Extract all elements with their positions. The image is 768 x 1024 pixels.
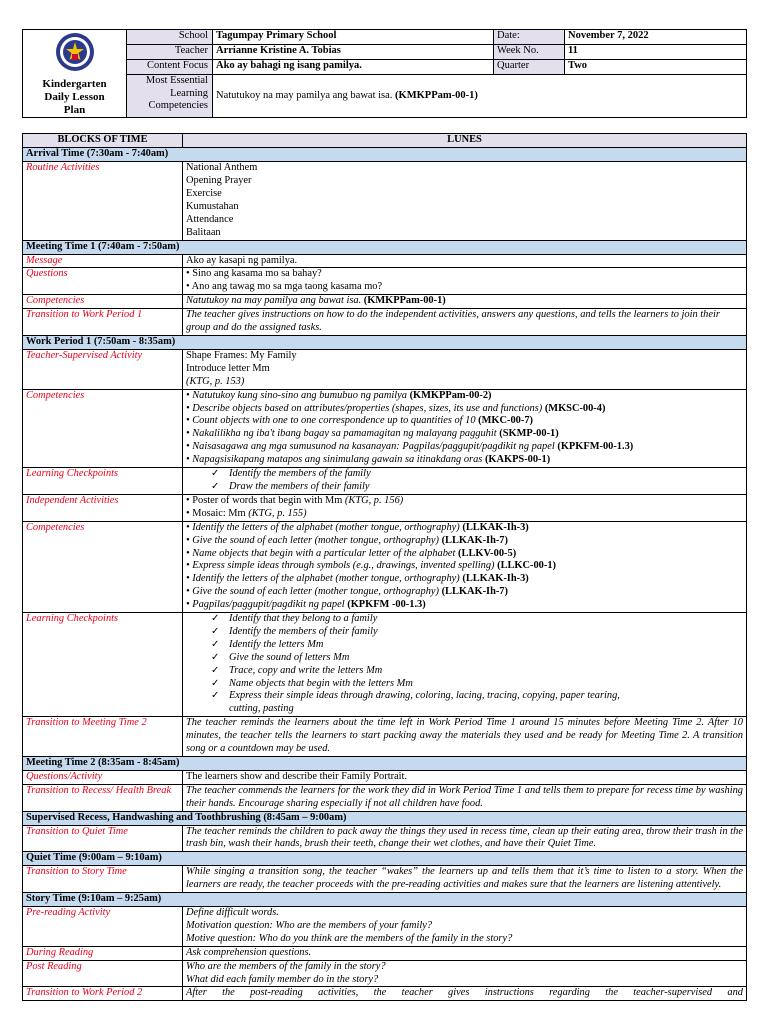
checkpoint-item: ✓ Identify the letters Mm (211, 639, 743, 652)
tsa-label: Teacher-Supervised Activity (23, 349, 183, 389)
list-item: • Name objects that begin with a particular letter of the alphabet (LLKV-00-5) (186, 547, 517, 559)
col-header-lunes: LUNES (183, 134, 747, 148)
message-label: Message (23, 254, 183, 268)
date-value: November 7, 2022 (565, 30, 747, 45)
list-item: • Give the sound of each letter (mother tongue, orthography) (LLKAK-Ih-7) (186, 586, 508, 598)
checkpoint-item: ✓ Give the sound of letters Mm (211, 652, 743, 665)
mel-value: Natutukoy na may pamilya ang bawat isa. (KMKPPam-00-1) (213, 75, 747, 118)
transition-recess-label: Transition to Recess/ Health Break (23, 784, 183, 811)
pre-reading-list: Define difficult words. Motivation question: Who are the members of your family? Motive question: Who do you think are the members of the family in the story? (183, 906, 747, 946)
transition-quiet-text: The teacher reminds the children to pack away the things they used in recess time, clean up their eating area, throw their trash in the trash bin, wash their hands, brush their teeth, change their wet clothes, and have their Quiet Time. (183, 825, 747, 852)
transition-recess-text: The teacher commends the learners for the work they did in Work Period Time 1 and tells them to prepare for recess time by washing their hands. Encourage sharing especially if not all children have food. (183, 784, 747, 811)
content-focus-value: Ako ay bahagi ng isang pamilya. (213, 60, 494, 75)
routine-list: National Anthem Opening Prayer Exercise Kumustahan Attendance Balitaan (183, 162, 747, 240)
checkpoint-item: ✓ Identify that they belong to a family (211, 613, 743, 626)
checkpoints-label-1: Learning Checkpoints (23, 468, 183, 495)
list-item: • Identify the letters of the alphabet (mother tongue, orthography) (LLKAK-Ih-3) (186, 573, 529, 585)
school-value: Tagumpay Primary School (213, 30, 494, 45)
transition-wp2-label: Transition to Work Period 2 (23, 987, 183, 1001)
mel-label: Most Essential Learning Competencies (127, 75, 213, 118)
competencies-label-3: Competencies (23, 521, 183, 612)
questions-list: • Sino ang kasama mo sa bahay? • Ano ang tawag mo sa mga taong kasama mo? (183, 268, 747, 295)
section-quiet: Quiet Time (9:00am – 9:10am) (23, 852, 747, 866)
list-item: • Pagpilas/paggupit/pagdikit ng papel (KPKFM -00-1.3) (186, 599, 426, 611)
list-item: • Give the sound of each letter (mother tongue, orthography) (LLKAK-Ih-7) (186, 534, 508, 546)
lesson-table (22, 133, 747, 1001)
logo-cell (23, 30, 127, 118)
list-item: • Count objects with one to one correspondence up to quantities of 10 (MKC-00-7) (186, 415, 533, 427)
transition-wp2-text: After the post-reading activities, the teacher gives instructions regarding the teacher-supervised and (183, 987, 747, 1001)
checkpoint-item: ✓ Identify the members of the family (211, 468, 743, 481)
date-label: Date: (494, 30, 565, 45)
independent-list: • Poster of words that begin with Mm (KTG, p. 156) • Mosaic: Mm (KTG, p. 155) (183, 494, 747, 521)
checkpoint-item: ✓ Express their simple ideas through drawing, coloring, lacing, tracing, copying, paper tearing, (211, 690, 743, 703)
list-item: • Express simple ideas through symbols (e.g., drawings, invented spelling) (LLKC-00-1) (186, 560, 556, 572)
list-item: • Identify the letters of the alphabet (mother tongue, orthography) (LLKAK-Ih-3) (186, 521, 529, 533)
section-meeting2: Meeting Time 2 (8:35am - 8:45am) (23, 757, 747, 771)
transition-story-text: While singing a transition song, the teacher “wakes” the learners up and tells them that it’s time to listen to a story. When the learners are ready, the teacher proceeds with the pre-reading activities and makes sure that the learners are listening attentively. (183, 866, 747, 893)
checkpoint-item: ✓ Draw the members of their family (211, 481, 743, 494)
list-item: • Nakalilikha ng iba't ibang bagay sa pamamagitan ng malayang pagguhit (SKMP-00-1) (186, 428, 559, 440)
transition-wp1-text: The teacher gives instructions on how to do the independent activities, answers any questions, and tells the learners to join their group and do the assigned tasks. (183, 309, 747, 336)
during-reading-label: During Reading (23, 946, 183, 960)
checkpoints-label-2: Learning Checkpoints (23, 613, 183, 717)
section-arrival: Arrival Time (7:30am - 7:40am) (23, 148, 747, 162)
competency-1: Natutukoy na may pamilya ang bawat isa. (KMKPPam-00-1) (183, 295, 747, 309)
transition-mt2-label: Transition to Meeting Time 2 (23, 717, 183, 757)
competency-list-1 (183, 389, 747, 467)
section-meeting1: Meeting Time 1 (7:40am - 7:50am) (23, 240, 747, 254)
col-header-blocks: BLOCKS OF TIME (23, 134, 183, 148)
header-table (22, 29, 747, 118)
dlp-title: Kindergarten Daily Lesson Plan (42, 78, 107, 117)
section-recess: Supervised Recess, Handwashing and Toothbrushing (8:45am – 9:00am) (23, 811, 747, 825)
week-label: Week No. (494, 45, 565, 60)
competencies-label-1: Competencies (23, 295, 183, 309)
checkpoints-list-2 (183, 613, 747, 717)
during-reading-text: Ask comprehension questions. (183, 946, 747, 960)
message-value: Ako ay kasapi ng pamilya. (183, 254, 747, 268)
transition-story-label: Transition to Story Time (23, 866, 183, 893)
checkpoints-list-1 (183, 468, 747, 495)
post-reading-list: Who are the members of the family in the story? What did each family member do in the story? (183, 960, 747, 987)
checkpoint-item: ✓ Identify the members of their family (211, 626, 743, 639)
content-focus-label: Content Focus (127, 60, 213, 75)
list-item: • Describe objects based on attributes/properties (shapes, sizes, its use and functions) (MKSC-00-4) (186, 402, 606, 414)
checkpoint-item: ✓ Name objects that begin with the letters Mm (211, 678, 743, 691)
checkpoint-item: ✓ Trace, copy and write the letters Mm (211, 665, 743, 678)
tsa-value: Shape Frames: My Family Introduce letter Mm (KTG, p. 153) (183, 349, 747, 389)
competency-list-2 (183, 521, 747, 612)
questions-label: Questions (23, 268, 183, 295)
competencies-label-2: Competencies (23, 389, 183, 467)
list-item: • Napagsisikapang matapos ang sinimulang gawain sa itinakdang oras (KAKPS-00-1) (186, 454, 551, 466)
qa-text: The learners show and describe their Family Portrait. (183, 770, 747, 784)
transition-quiet-label: Transition to Quiet Time (23, 825, 183, 852)
section-work1: Work Period 1 (7:50am - 8:35am) (23, 336, 747, 350)
pre-reading-label: Pre-reading Activity (23, 906, 183, 946)
teacher-label: Teacher (127, 45, 213, 60)
school-label: School (127, 30, 213, 45)
qa-label: Questions/Activity (23, 770, 183, 784)
quarter-label: Quarter (494, 60, 565, 75)
list-item: • Naisasagawa ang mga sumusunod na kasanayan: Pagpilas/paggupit/pagdikit ng papel (KPKFM-00-1.3) (186, 441, 634, 453)
quarter-value: Two (565, 60, 747, 75)
list-item: • Natutukoy kung sino-sino ang bumubuo ng pamilya (KMKPPam-00-2) (186, 389, 492, 401)
lesson-plan-page (22, 29, 746, 1001)
teacher-value: Arrianne Kristine A. Tobias (213, 45, 494, 60)
post-reading-label: Post Reading (23, 960, 183, 987)
checkpoint-item-continuation: cutting, pasting (229, 703, 294, 715)
deped-seal-icon (55, 32, 95, 72)
routine-label: Routine Activities (23, 162, 183, 240)
transition-mt2-text: The teacher reminds the learners about the time left in Work Period Time 1 around 15 minutes before Meeting Time 2. After 10 minutes, the teacher tells the learners to start packing away the materials they used and be ready for Meeting Time 2. A transition song or a countdown may be used. (183, 717, 747, 757)
week-value: 11 (565, 45, 747, 60)
transition-wp1-label: Transition to Work Period 1 (23, 309, 183, 336)
independent-label: Independent Activities (23, 494, 183, 521)
section-story: Story Time (9:10am – 9:25am) (23, 893, 747, 907)
